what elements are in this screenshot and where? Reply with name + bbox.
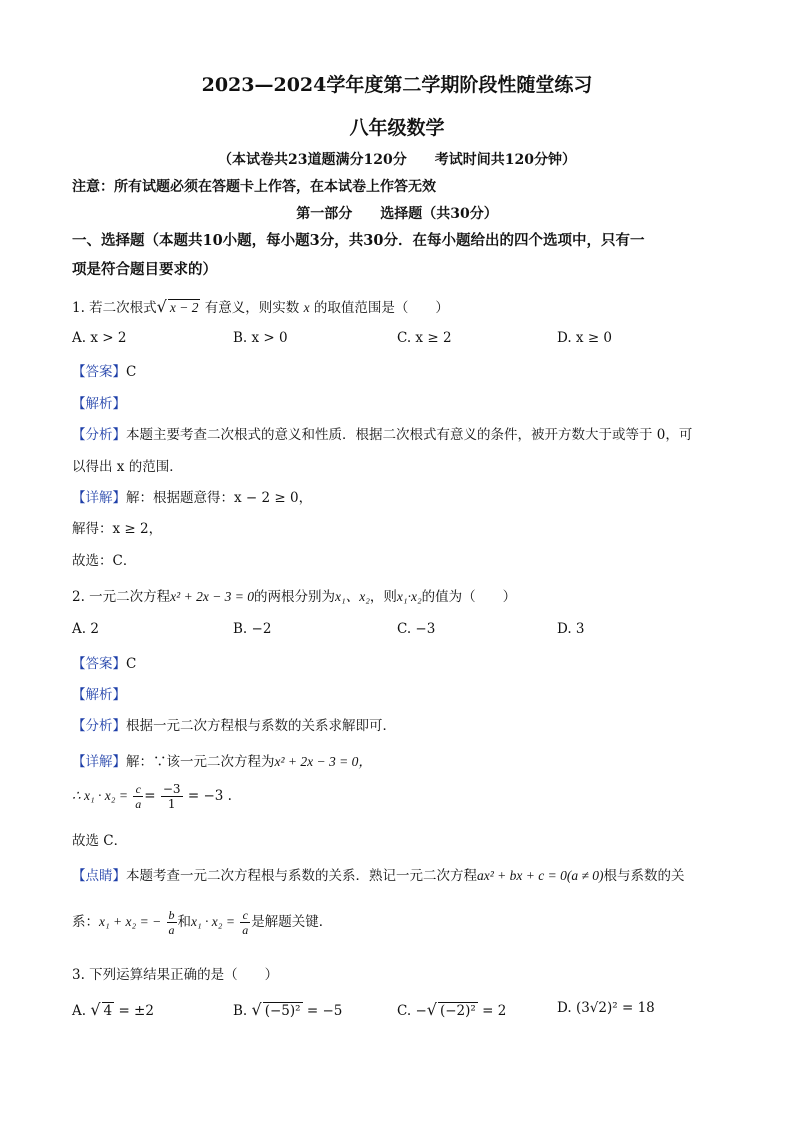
- q1-option-c: C. x ≥ 2: [397, 330, 452, 346]
- q1-analysis-tag: 【解析】: [72, 396, 126, 412]
- q2-option-c: C. −3: [397, 621, 436, 637]
- fraction: $\frac{c}{a}$: [135, 782, 142, 811]
- sqrt-symbol: √: [251, 1000, 262, 1019]
- exam-info: （本试卷共23道题满分120分 考试时间共120分钟）: [218, 152, 576, 168]
- question-2-stem: 2. 一元二次方程x² + 2x − 3 = 0的两根分别为x₁、x₂，则x₁·x₂的值为（ ）: [72, 589, 517, 605]
- fraction: $\frac{c}{a}$: [242, 908, 249, 937]
- q3-option-d: D. (3√2)² = 18: [557, 1000, 655, 1016]
- fraction: $\frac{b}{a}$: [168, 908, 175, 937]
- q2-option-b: B. −2: [233, 621, 272, 637]
- section-instruction-1: 一、选择题（本题共10小题，每小题3分，共30分．在每小题给出的四个选项中，只有一: [72, 232, 645, 249]
- exam-notice: 注意：所有试题必须在答题卡上作答，在本试卷上作答无效: [72, 179, 436, 195]
- exam-title: 2023—2024学年度第二学期阶段性随堂练习: [201, 74, 593, 96]
- q3-option-b: B. √ (−5)² = −5: [233, 1000, 343, 1019]
- exam-subject: 八年级数学: [349, 117, 445, 139]
- q2-detail: 【详解】解：∵该一元二次方程为x² + 2x − 3 = 0，: [72, 754, 372, 770]
- q3-option-a: A. √ 4 = ±2: [72, 1000, 154, 1019]
- q2-dianjing-1: 【点睛】本题考查一元二次方程根与系数的关系．熟记一元二次方程ax² + bx + c = 0(a ≠ 0)根与系数的关: [72, 868, 685, 884]
- q1-answer: 【答案】C: [72, 364, 137, 380]
- q1-fenxi-1: 【分析】本题主要考查二次根式的意义和性质．根据二次根式有意义的条件，被开方数大于或等于 0，可: [72, 427, 693, 443]
- q1-detail: 【详解】解：根据题意得：x − 2 ≥ 0，: [72, 490, 313, 506]
- q2-dianjing-2: 系：x₁ + x₂ = − $\frac{b}{a}$ 和x₁ · x₂ = $\frac{c}{a}$ 是解题关键．: [72, 908, 333, 937]
- sqrt-symbol: √: [90, 1000, 101, 1019]
- q2-calc: ∴ x₁ · x₂ = $\frac{c}{a}$ = $\frac{-3}{1}$ = −3 .: [72, 782, 232, 811]
- sqrt-symbol: √: [156, 297, 167, 316]
- q2-choose: 故选 C．: [72, 833, 128, 849]
- q1-option-d: D. x ≥ 0: [557, 330, 613, 346]
- q3-option-c: C. −√ (−2)² = 2: [397, 1000, 507, 1019]
- question-1-stem: 1. 若二次根式√ x − 2 有意义，则实数 x 的取值范围是（ ）: [72, 297, 449, 316]
- q1-option-a: A. x > 2: [72, 330, 127, 346]
- q2-option-d: D. 3: [557, 621, 585, 637]
- q1-fenxi-2: 以得出 x 的范围．: [72, 459, 183, 475]
- q2-answer: 【答案】C: [72, 656, 137, 672]
- q1-choose: 故选：C．: [72, 553, 137, 569]
- part-title: 第一部分 选择题（共30分）: [296, 206, 498, 222]
- section-instruction-2: 项是符合题目要求的）: [72, 261, 217, 278]
- q1-option-b: B. x > 0: [233, 330, 288, 346]
- question-3-stem: 3. 下列运算结果正确的是（ ）: [72, 967, 279, 983]
- fraction: $\frac{-3}{1}$: [162, 782, 181, 811]
- q2-option-a: A. 2: [72, 621, 99, 637]
- q2-analysis-tag: 【解析】: [72, 687, 126, 703]
- sqrt-symbol: √: [426, 1000, 437, 1019]
- q2-fenxi: 【分析】根据一元二次方程根与系数的关系求解即可．: [72, 718, 396, 734]
- q1-solve: 解得：x ≥ 2，: [72, 521, 163, 537]
